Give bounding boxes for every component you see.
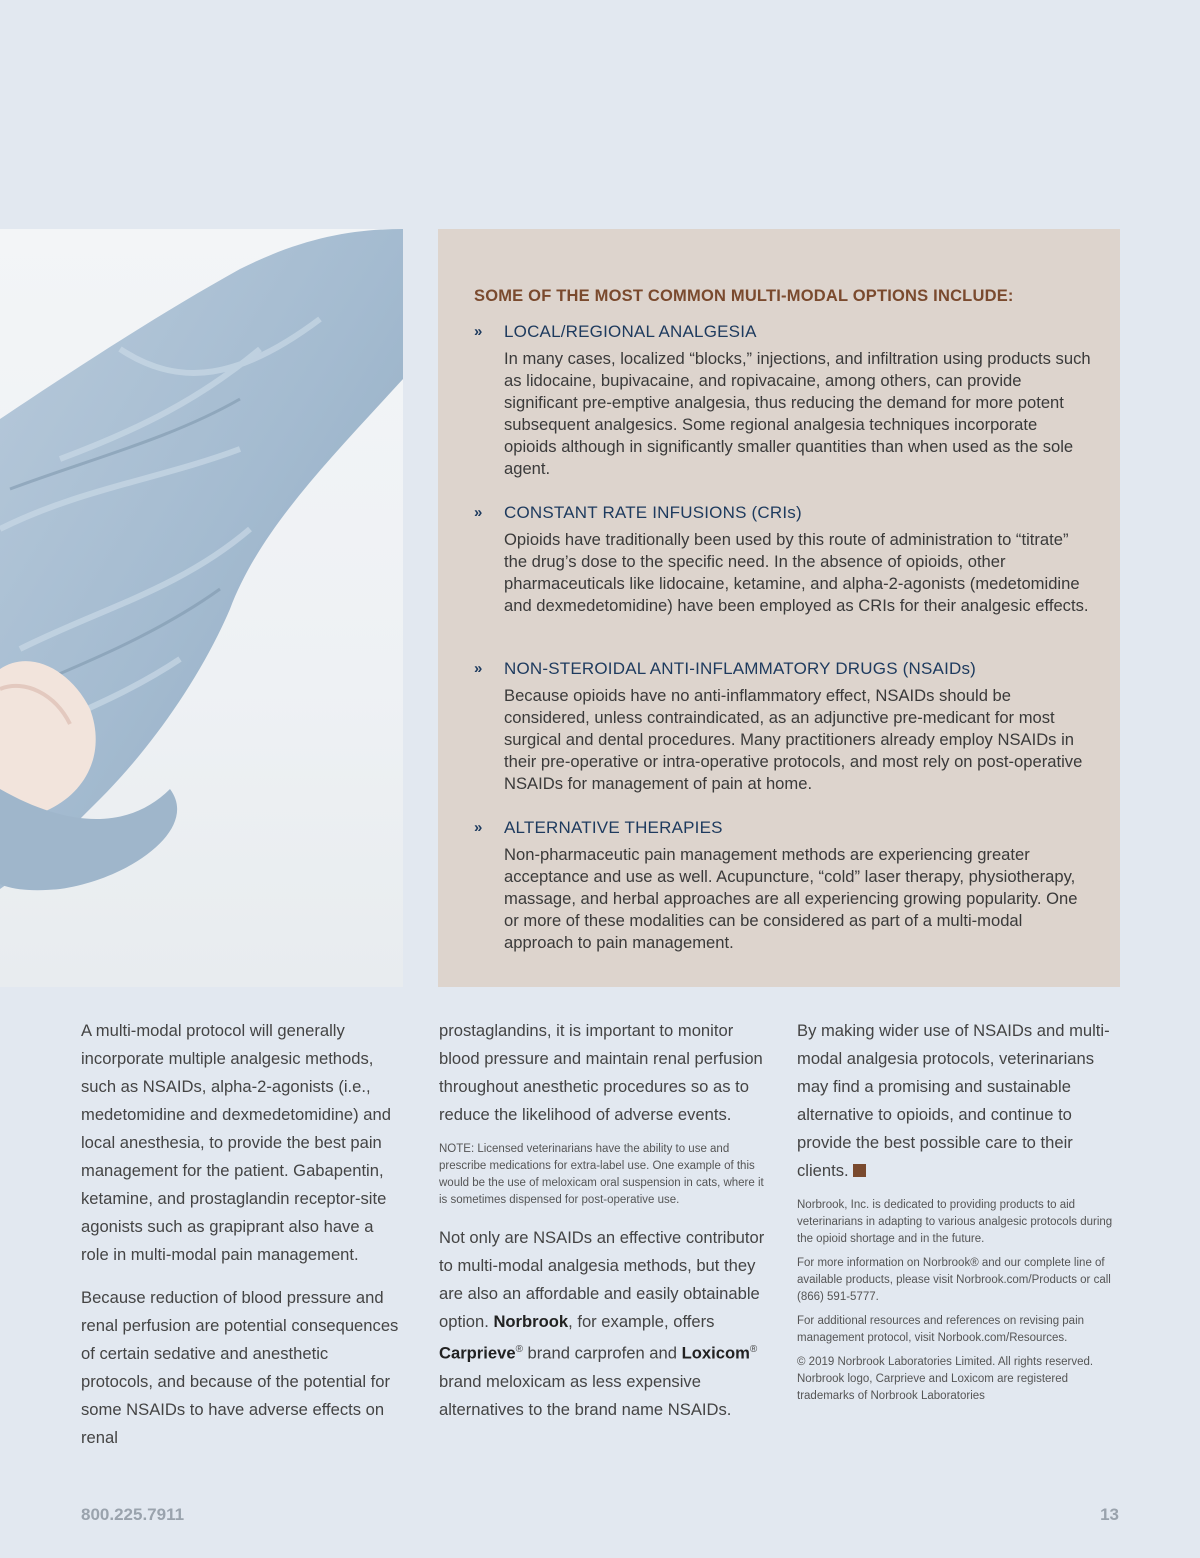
paragraph <box>797 1017 1127 1185</box>
chevron-right-icon: » <box>474 504 483 521</box>
body-column-3 <box>797 1017 1127 1405</box>
panel-heading: SOME OF THE MOST COMMON MULTI-MODAL OPTIONS INCLUDE: <box>474 287 1014 305</box>
more-info-note: For more information on Norbrook® and our complete line of available products, please visit Norbrook.com/Products or call (866) 591-5777. <box>797 1257 1111 1303</box>
end-mark-icon <box>853 1164 866 1177</box>
chevron-right-icon: » <box>474 819 483 836</box>
registered-mark: ® <box>749 1344 758 1355</box>
extra-label-note: NOTE: Licensed veterinarians have the ability to use and prescribe medications for extra-label use. One example of this would be the use of meloxicam oral suspension in cats, where it is sometimes dispensed for post-operative use. <box>439 1143 764 1206</box>
text: brand carprofen and <box>522 1343 682 1363</box>
option-nsaids <box>474 659 1094 795</box>
footer-phone: 800.225.7911 <box>81 1505 185 1524</box>
page-number: 13 <box>1100 1505 1119 1524</box>
body-column-2 <box>439 1017 769 1424</box>
body-column-1 <box>81 1017 403 1452</box>
text: brand meloxicam as less expensive alternatives to the brand name NSAIDs. <box>439 1371 732 1419</box>
option-cri <box>474 503 1094 617</box>
option-title: NON-STEROIDAL ANTI-INFLAMMATORY DRUGS (NSAIDs) <box>504 659 977 678</box>
brand-carprieve: Carprieve <box>439 1343 516 1363</box>
surgical-glove-photo <box>0 229 403 987</box>
chevron-right-icon: » <box>474 660 483 677</box>
option-body: In many cases, localized “blocks,” injections, and infiltration using products such as lidocaine, bupivacaine, and ropivacaine, among others, can provide significant pre-emptive analgesia, thus reducing the demand for more potent subsequent analgesics. Some regional analgesia techniques incorporate opioids although in significantly smaller quantities than when used as the sole agent. <box>504 349 1091 478</box>
chevron-right-icon: » <box>474 323 483 340</box>
option-body: Non-pharmaceutic pain management methods are experiencing greater acceptance and use as well. Acupuncture, “cold” laser therapy, physiotherapy, massage, and herbal approaches are all experiencing growing popularity. One or more of these modalities can be considered as part of a multi-modal approach to pain management. <box>504 845 1078 952</box>
registered-mark: ® <box>515 1344 523 1355</box>
option-title: LOCAL/REGIONAL ANALGESIA <box>504 322 757 341</box>
option-title: ALTERNATIVE THERAPIES <box>504 818 723 837</box>
option-title: CONSTANT RATE INFUSIONS (CRIs) <box>504 503 802 522</box>
glove-illustration <box>0 229 403 987</box>
option-body: Because opioids have no anti-inflammatory effect, NSAIDs should be considered, unless contraindicated, as an adjunctive pre-medicant for most surgical and dental procedures. Many practitioners already employ NSAIDs in their pre-operative or intra-operative protocols, and most rely on post-operative NSAIDs for management of pain at home. <box>504 686 1083 793</box>
text: , for example, offers <box>568 1312 715 1331</box>
multimodal-options-panel <box>438 229 1120 987</box>
brand-norbrook: Norbrook <box>493 1312 569 1331</box>
brand-loxicom: Loxicom <box>681 1343 750 1363</box>
paragraph: A multi-modal protocol will generally incorporate multiple analgesic methods, such as NSAIDs, alpha-2-agonists (i.e., medetomidine and dexmedetomidine) and local anesthesia, to provide the best pain management for the patient. Gabapentin, ketamine, and prostaglandin receptor-site agonists such as grapiprant also have a role in multi-modal pain management. <box>81 1021 391 1264</box>
option-body: Opioids have traditionally been used by this route of administration to “titrate” the drug’s dose to the specific need. In the absence of opioids, other pharmaceuticals like lidocaine, ketamine, and alpha-2-agonists (medetomidine and dexmedetomidine) have been employed as CRIs for their analgesic effects. <box>504 530 1089 615</box>
option-local-regional <box>474 322 1094 480</box>
text: Not only are NSAIDs an effective contributor to multi-modal analgesia methods, but they are also an affordable and easily obtainable option. <box>439 1228 765 1331</box>
company-note: Norbrook, Inc. is dedicated to providing products to aid veterinarians in adapting to various analgesic protocols during the opioid shortage and in the future. <box>797 1199 1113 1245</box>
paragraph: prostaglandins, it is important to monitor blood pressure and maintain renal perfusion throughout anesthetic procedures so as to reduce the likelihood of adverse events. <box>439 1021 763 1124</box>
paragraph: Because reduction of blood pressure and renal perfusion are potential consequences of certain sedative and anesthetic protocols, and because of the potential for some NSAIDs to have adverse effects on renal <box>81 1288 399 1447</box>
resources-note: For additional resources and references on revising pain management protocol, visit Norbook.com/Resources. <box>797 1315 1085 1344</box>
copyright-note: © 2019 Norbrook Laboratories Limited. All rights reserved. Norbrook logo, Carprieve and Loxicom are registered trademarks of Norbrook Laboratories <box>797 1356 1094 1402</box>
text: By making wider use of NSAIDs and multi-modal analgesia protocols, veterinarians may find a promising and sustainable alternative to opioids, and continue to provide the best possible care to their clients. <box>797 1021 1110 1180</box>
paragraph <box>439 1224 769 1424</box>
option-alternative-therapies <box>474 818 1094 954</box>
